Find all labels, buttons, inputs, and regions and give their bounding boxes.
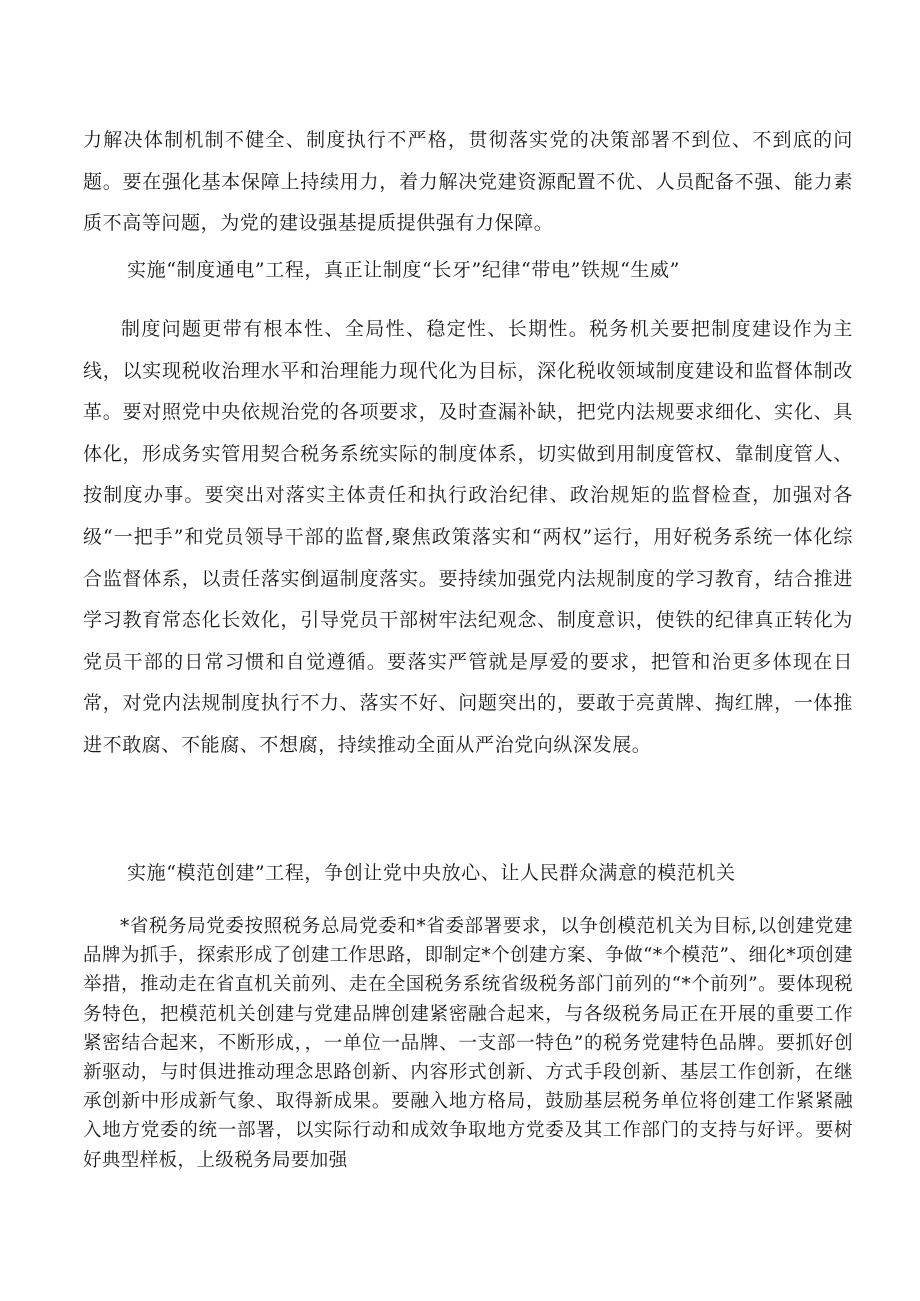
section-heading-model-agency: 实施“模范创建”工程，争创让党中央放心、让人民群众满意的模范机关 bbox=[127, 862, 736, 884]
paragraph-basic-guarantee: 力解决体制机制不健全、制度执行不严格，贯彻落实党的决策部署不到位、不到底的问题。要在强化基本保障上持续用力，着力解决党建资源配置不优、人员配备不强、能力素质不高等问题，为党的建设强基提质提供强有力保障。 bbox=[83, 129, 853, 235]
section-heading-institution: 实施“制度通电”工程，真正让制度“长牙”纪律“带电”铁规“生威” bbox=[127, 259, 680, 281]
paragraph-institution-building: 制度问题更带有根本性、全局性、稳定性、长期性。税务机关要把制度建设作为主线，以实现税收治理水平和治理能力现代化为目标，深化税收领域制度建设和监督体制改革。要对照党中央依规治党的各项要求，及时查漏补缺，把党内法规要求细化、实化、具体化，形成务实管用契合税务系统实际的制度体系，切实做到用制度管权、靠制度管人、按制度办事。要突出对落实主体责任和执行政治纪律、政治规矩的监督检查，加强对各级“一把手”和党员领导干部的监督,聚焦政策落实和“两权”运行，用好税务系统一体化综合监督体系，以责任落实倒逼制度落实。要持续加强党内法规制度的学习教育，结合推进学习教育常态化长效化，引导党员干部树牢法纪观念、制度意识，使铁的纪律真正转化为党员干部的日常习惯和自觉遵循。要落实严管就是厚爱的要求，把管和治更多体现在日常，对党内法规制度执行不力、落实不好、问题突出的，要敢于亮黄牌、掏红牌，一体推进不敢腐、不能腐、不想腐，持续推动全面从严治党向纵深发展。 bbox=[83, 318, 853, 756]
paragraph-model-agency: *省税务局党委按照税务总局党委和*省委部署要求，以争创模范机关为目标,以创建党建品牌为抓手，探索形成了创建工作思路，即制定*个创建方案、争做“*个模范”、细化*项创建举措，推动走在省直机关前列、走在全国税务系统省级税务部门前列的“*个前列”。要体现税务特色，把模范机关创建与党建品牌创建紧密融合起来，与各级税务局正在开展的重要工作紧密结合起来，不断形成，，一单位一品牌、一支部一特色”的税务党建特色品牌。要抓好创新驱动，与时俱进推动理念思路创新、内容形式创新、方式手段创新、基层工作创新，在继承创新中形成新气象、取得新成果。要融入地方格局，鼓励基层税务单位将创建工作紧紧融入地方党委的统一部署，以实际行动和成效争取地方党委及其工作部门的支持与好评。要树好典型样板，上级税务局要加强 bbox=[83, 916, 853, 1171]
